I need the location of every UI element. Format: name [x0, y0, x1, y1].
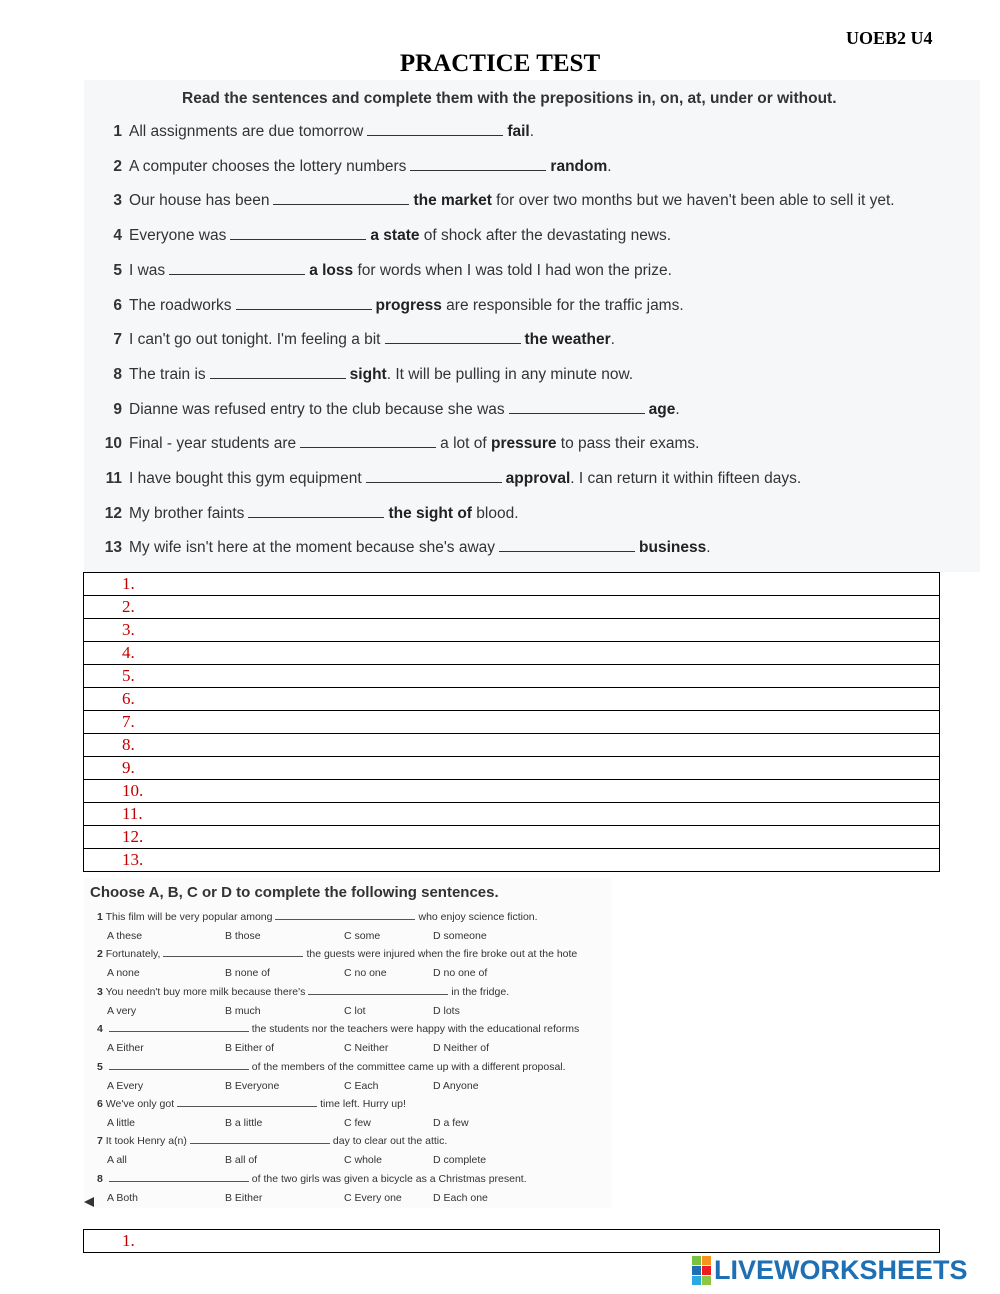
question-text: blood. — [471, 504, 519, 522]
question-keyword: a state — [370, 227, 420, 245]
question-row — [96, 401, 680, 423]
question-text: to pass their exams. — [556, 435, 700, 453]
answer-row — [84, 803, 940, 826]
answer-table-1 — [83, 572, 940, 872]
answer-blank — [163, 948, 303, 957]
question-text: The train is — [129, 365, 206, 383]
answer-blank — [410, 158, 546, 171]
logo-square — [692, 1266, 701, 1275]
mc-question — [97, 1135, 447, 1147]
answer-number: 13. — [122, 850, 144, 869]
mc-question — [97, 1098, 406, 1110]
answer-field[interactable] — [84, 780, 940, 803]
answer-number: 3. — [122, 620, 135, 639]
answer-number: 6. — [122, 689, 135, 708]
answer-blank — [367, 123, 503, 136]
answer-row — [84, 642, 940, 665]
answer-field[interactable] — [84, 688, 940, 711]
mc-option: A none — [107, 967, 140, 980]
question-number: 8 — [113, 365, 122, 383]
question-text: of the members of the committee came up with a different proposal. — [251, 1060, 566, 1073]
answer-field[interactable] — [84, 642, 940, 665]
question-number: 2 — [97, 948, 103, 961]
question-keyword: progress — [375, 296, 442, 314]
mc-option: D a few — [433, 1117, 469, 1129]
answer-blank — [308, 986, 448, 995]
answer-table-2 — [83, 1229, 940, 1253]
question-text: of shock after the devastating news. — [419, 227, 672, 245]
question-keyword: business — [639, 539, 707, 557]
mc-option: B Either — [225, 1191, 263, 1204]
question-text: I was — [129, 261, 166, 279]
liveworksheets-logo — [692, 1255, 968, 1285]
question-text: Fortunately, — [105, 948, 161, 961]
answer-blank — [366, 470, 502, 483]
mc-option: C no one — [344, 967, 387, 980]
answer-row — [84, 711, 940, 734]
question-text: time left. Hurry up! — [320, 1098, 406, 1110]
question-number: 7 — [97, 1135, 103, 1148]
question-number: 6 — [113, 296, 122, 314]
question-text: I can't go out tonight. I'm feeling a bit — [129, 331, 381, 349]
answer-row — [84, 596, 940, 619]
question-text: My wife isn't here at the moment because she's away — [129, 539, 496, 557]
answer-blank — [499, 539, 635, 552]
answer-blank — [190, 1135, 330, 1144]
question-text: . — [610, 331, 615, 349]
answer-row — [84, 573, 940, 596]
question-keyword: the sight of — [388, 504, 472, 522]
mc-question — [97, 1023, 579, 1035]
question-number: 12 — [104, 504, 122, 522]
question-text: The roadworks — [129, 296, 232, 314]
question-number: 1 — [97, 911, 103, 923]
question-number: 13 — [104, 539, 122, 557]
answer-number: 8. — [122, 735, 135, 754]
question-text: All assignments are due tomorrow — [129, 123, 364, 140]
logo-square — [702, 1266, 711, 1275]
answer-row — [84, 780, 940, 803]
answer-blank — [385, 331, 521, 344]
question-text: . — [706, 539, 711, 557]
question-row — [96, 470, 801, 492]
answer-field[interactable] — [84, 826, 940, 849]
question-row — [96, 297, 684, 319]
answer-row — [84, 688, 940, 711]
question-row — [96, 331, 615, 353]
question-number: 3 — [113, 192, 122, 210]
question-text: day to clear out the attic. — [332, 1135, 448, 1148]
answer-blank — [109, 1061, 249, 1070]
question-row — [96, 539, 711, 561]
answer-field[interactable] — [84, 596, 940, 619]
answer-blank — [509, 401, 645, 414]
answer-blank — [210, 366, 346, 379]
question-row — [96, 192, 895, 214]
question-row — [96, 158, 612, 180]
mc-option: D no one of — [433, 967, 488, 980]
question-text: My brother faints — [129, 504, 245, 522]
mc-option: A little — [107, 1117, 136, 1129]
worksheet-code: UOEB2 U4 — [846, 28, 933, 48]
question-keyword: a loss — [309, 261, 354, 279]
answer-blank — [230, 227, 366, 240]
answer-blank — [177, 1098, 317, 1107]
question-keyword: fail — [507, 123, 530, 140]
question-text: a lot of — [440, 435, 487, 453]
exercise-1-instruction: Read the sentences and complete them with the prepositions in, on, at, under or without. — [182, 90, 837, 107]
question-keyword: the weather — [524, 331, 611, 349]
answer-number: 5. — [122, 666, 135, 685]
mc-option: D Neither of — [433, 1042, 490, 1055]
exercise-1-panel — [84, 80, 980, 572]
question-number: 3 — [97, 985, 103, 998]
answer-number: 9. — [122, 758, 135, 777]
mc-option: D Each one — [433, 1191, 488, 1204]
question-number: 7 — [113, 331, 122, 349]
answer-number: 2. — [122, 597, 135, 616]
mc-option: C lot — [344, 1004, 366, 1017]
question-text: You needn't buy more milk because there's — [105, 985, 306, 998]
mc-option: B Everyone — [225, 1079, 280, 1092]
question-text: . It will be pulling in any minute now. — [386, 365, 634, 383]
answer-number: 1. — [122, 1231, 135, 1250]
question-text: Everyone was — [129, 227, 227, 245]
answer-blank — [248, 505, 384, 518]
mc-option: B much — [225, 1004, 261, 1017]
mc-question — [97, 1173, 527, 1185]
question-number: 2 — [113, 157, 122, 175]
answer-number: 1. — [122, 574, 135, 593]
question-text: . — [607, 157, 612, 175]
question-text: the guests were injured when the fire broke out at the hote — [306, 948, 578, 961]
answer-row — [84, 665, 940, 688]
question-text: who enjoy science fiction. — [418, 911, 538, 923]
question-row — [96, 123, 534, 145]
question-number: 4 — [97, 1023, 103, 1036]
arrow-icon — [84, 1197, 94, 1207]
mc-option: B none of — [225, 967, 270, 980]
mc-option: A Either — [107, 1042, 144, 1055]
answer-field[interactable] — [84, 803, 940, 826]
question-text: Our house has been — [129, 192, 270, 210]
answer-field[interactable] — [84, 711, 940, 734]
mc-option: A Every — [107, 1079, 144, 1092]
question-text: are responsible for the traffic jams. — [441, 296, 684, 314]
question-keyword: the market — [413, 192, 492, 210]
answer-field[interactable] — [84, 849, 940, 872]
mc-option: B a little — [225, 1117, 263, 1129]
question-text: We've only got — [105, 1098, 175, 1110]
question-text: This film will be very popular among — [105, 911, 273, 923]
question-text: . — [529, 123, 535, 140]
answer-blank — [275, 911, 415, 920]
question-keyword: random — [550, 157, 608, 175]
answer-row — [84, 619, 940, 642]
question-number: 10 — [104, 435, 122, 453]
question-number: 6 — [97, 1098, 103, 1110]
question-row — [96, 505, 519, 527]
logo-square — [692, 1276, 701, 1285]
question-number: 5 — [113, 261, 122, 279]
exercise-2-instruction: Choose A, B, C or D to complete the following sentences. — [90, 884, 499, 901]
question-keyword: pressure — [490, 435, 557, 453]
mc-option: C Each — [344, 1079, 379, 1092]
question-row — [96, 435, 699, 457]
answer-number: 4. — [122, 643, 135, 662]
question-number: 8 — [97, 1172, 103, 1185]
question-row — [96, 227, 671, 249]
mc-option: B Either of — [225, 1042, 275, 1055]
mc-option: D someone — [433, 930, 487, 942]
mc-question — [97, 1061, 566, 1073]
mc-option: B all of — [225, 1154, 258, 1167]
answer-number: 7. — [122, 712, 135, 731]
question-keyword: age — [648, 400, 676, 418]
question-text: Dianne was refused entry to the club because she was — [129, 400, 505, 418]
answer-field[interactable] — [84, 573, 940, 596]
question-number: 9 — [113, 400, 122, 418]
mc-option: C whole — [344, 1154, 382, 1167]
answer-blank — [169, 262, 305, 275]
question-text: of the two girls was given a bicycle as a Christmas present. — [251, 1172, 527, 1185]
answer-number: 10. — [122, 781, 144, 800]
logo-square — [702, 1276, 711, 1285]
question-text: A computer chooses the lottery numbers — [129, 157, 407, 175]
question-text: . I can return it within fifteen days. — [570, 470, 802, 487]
question-row — [96, 366, 633, 388]
answer-row — [84, 826, 940, 849]
answer-blank — [300, 435, 436, 448]
mc-option: D complete — [433, 1154, 487, 1167]
logo-square — [702, 1256, 711, 1265]
mc-question — [97, 911, 538, 923]
mc-option: D lots — [433, 1004, 460, 1017]
question-number: 4 — [113, 227, 122, 245]
mc-option: C few — [344, 1117, 371, 1129]
question-keyword: approval — [505, 470, 571, 487]
mc-option: A these — [107, 930, 143, 942]
question-keyword: sight — [349, 365, 387, 383]
question-text: Final - year students are — [129, 435, 297, 453]
answer-blank — [109, 1023, 249, 1032]
answer-field[interactable] — [84, 665, 940, 688]
answer-row — [84, 849, 940, 872]
mc-option: A very — [107, 1004, 137, 1017]
logo-text: LIVEWORKSHEETS — [714, 1254, 968, 1285]
question-row — [96, 262, 672, 284]
mc-option: A all — [107, 1154, 127, 1167]
answer-row — [84, 757, 940, 780]
question-number: 11 — [105, 470, 122, 487]
answer-row — [84, 734, 940, 757]
mc-option: C Every one — [344, 1191, 402, 1204]
question-text: I have bought this gym equipment — [129, 470, 362, 487]
mc-question — [97, 948, 577, 960]
answer-row — [84, 1230, 940, 1253]
mc-option: B those — [225, 930, 261, 942]
answer-field[interactable] — [84, 734, 940, 757]
mc-option: A Both — [107, 1191, 138, 1204]
answer-number: 12. — [122, 827, 144, 846]
answer-field[interactable] — [84, 1230, 940, 1253]
answer-number: 11. — [122, 804, 143, 823]
question-text: in the fridge. — [451, 985, 510, 998]
question-text: . — [675, 400, 680, 418]
answer-blank — [109, 1173, 249, 1182]
question-text: the students nor the teachers were happy with the educational reforms — [251, 1023, 580, 1036]
page-title: PRACTICE TEST — [399, 50, 601, 77]
logo-squares-icon — [692, 1256, 711, 1285]
answer-blank — [236, 297, 372, 310]
logo-square — [692, 1256, 701, 1265]
question-number: 1 — [113, 123, 122, 140]
question-number: 5 — [97, 1060, 103, 1073]
mc-question — [97, 986, 509, 998]
mc-option: C Neither — [344, 1042, 389, 1055]
answer-blank — [273, 192, 409, 205]
question-text: for words when I was told I had won the prize. — [353, 261, 672, 279]
question-text: for over two months but we haven't been able to sell it yet. — [491, 192, 895, 210]
mc-option: C some — [344, 930, 381, 942]
mc-option: D Anyone — [433, 1079, 479, 1092]
answer-field[interactable] — [84, 757, 940, 780]
question-text: It took Henry a(n) — [105, 1135, 187, 1148]
answer-field[interactable] — [84, 619, 940, 642]
